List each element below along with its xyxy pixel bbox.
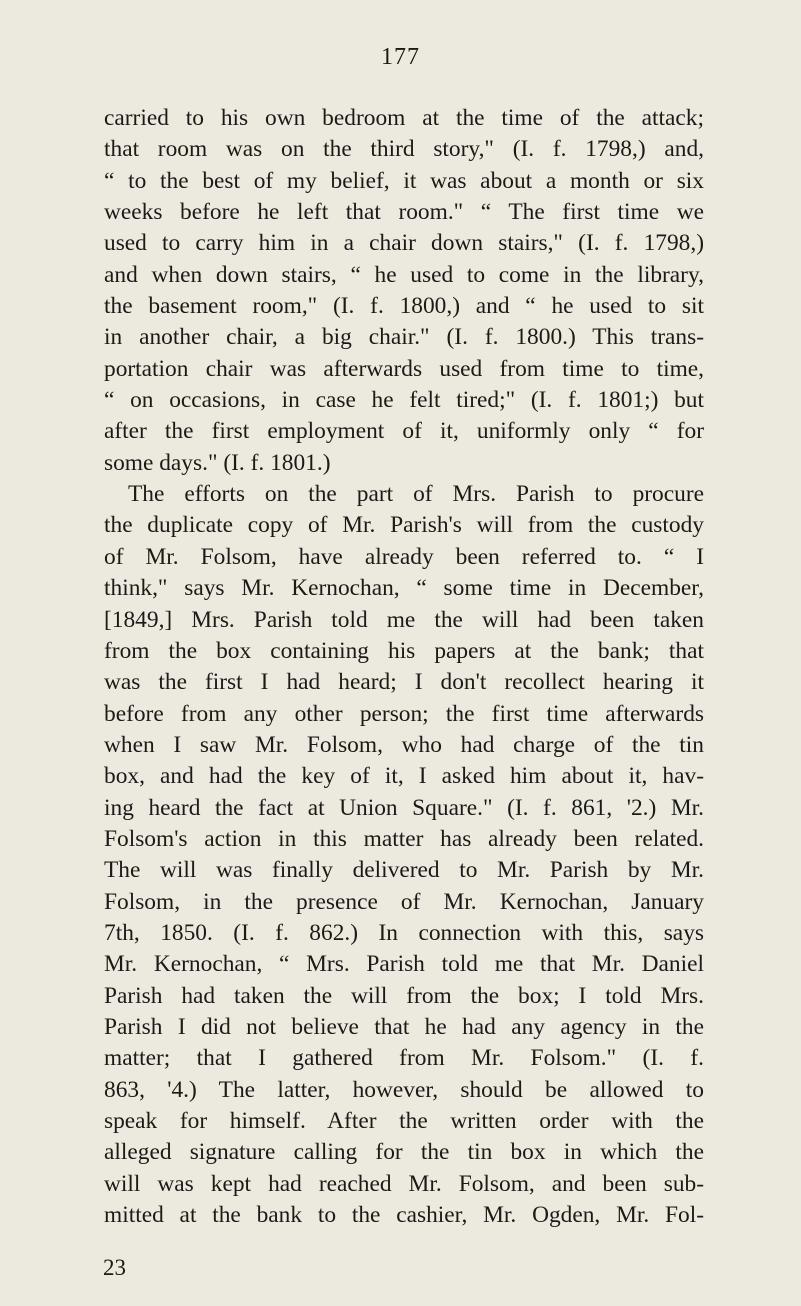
text-line: of Mr. Folsom, have already been referred to. “ I bbox=[104, 543, 704, 570]
signature-mark: 23 bbox=[103, 1255, 126, 1280]
text-line: speak for himself. After the written order with the bbox=[104, 1108, 704, 1134]
text-line: [1849,] Mrs. Parish told me the will had been taken bbox=[104, 606, 704, 633]
text-line: 7th, 1850. (I. f. 862.) In connection with this, says bbox=[104, 919, 704, 946]
text-line: from the box containing his papers at the bank; that bbox=[104, 637, 704, 664]
text-line: matter; that I gathered from Mr. Folsom." (I. f. bbox=[104, 1045, 704, 1072]
page-number: 177 bbox=[381, 44, 420, 70]
text-line: that room was on the third story," (I. f. 1798,) and, bbox=[104, 136, 704, 163]
text-line: alleged signature calling for the tin box in which the bbox=[104, 1139, 704, 1166]
text-line: 863, '4.) The latter, however, should be allowed to bbox=[104, 1076, 704, 1103]
text-line: and when down stairs, “ he used to come in the library, bbox=[104, 261, 704, 288]
body-text bbox=[104, 103, 704, 1231]
text-line: the basement room," (I. f. 1800,) and “ he used to sit bbox=[104, 293, 704, 320]
text-line: some days." (I. f. 1801.) bbox=[104, 449, 331, 476]
text-line: Folsom, in the presence of Mr. Kernochan, January bbox=[104, 888, 704, 915]
text-line: Parish had taken the will from the box; I told Mrs. bbox=[104, 982, 704, 1009]
text-line: Mr. Kernochan, “ Mrs. Parish told me that Mr. Daniel bbox=[104, 951, 704, 978]
text-line: Parish I did not believe that he had any agency in the bbox=[104, 1013, 704, 1040]
text-line: after the first employment of it, uniformly only “ for bbox=[104, 418, 704, 445]
text-line: carried to his own bedroom at the time of the attack; bbox=[104, 105, 704, 131]
text-line: think," says Mr. Kernochan, “ some time in December, bbox=[104, 575, 704, 602]
text-line: was the first I had heard; I don't recollect hearing it bbox=[104, 669, 704, 696]
text-line: “ on occasions, in case he felt tired;" (I. f. 1801;) but bbox=[104, 387, 704, 414]
text-line: ing heard the fact at Union Square." (I. f. 861, '2.) Mr. bbox=[104, 794, 704, 821]
text-line: in another chair, a big chair." (I. f. 1800.) This trans- bbox=[104, 324, 704, 351]
text-line: used to carry him in a chair down stairs," (I. f. 1798,) bbox=[104, 230, 704, 257]
text-line: before from any other person; the first time afterwards bbox=[104, 700, 704, 727]
text-line: mitted at the bank to the cashier, Mr. Ogden, Mr. Fol- bbox=[104, 1202, 704, 1229]
text-line: The will was finally delivered to Mr. Parish by Mr. bbox=[104, 857, 704, 884]
text-line: the duplicate copy of Mr. Parish's will from the custody bbox=[104, 512, 704, 539]
text-line: “ to the best of my belief, it was about a month or six bbox=[104, 167, 704, 194]
text-line: when I saw Mr. Folsom, who had charge of the tin bbox=[104, 731, 704, 758]
text-line: The efforts on the part of Mrs. Parish to procure bbox=[128, 481, 704, 508]
text-line: portation chair was afterwards used from time to time, bbox=[104, 355, 704, 382]
text-line: box, and had the key of it, I asked him about it, hav- bbox=[104, 763, 704, 790]
text-line: weeks before he left that room." “ The first time we bbox=[104, 199, 704, 226]
text-line: will was kept had reached Mr. Folsom, and been sub- bbox=[104, 1170, 704, 1197]
text-line: Folsom's action in this matter has already been related. bbox=[104, 825, 704, 852]
